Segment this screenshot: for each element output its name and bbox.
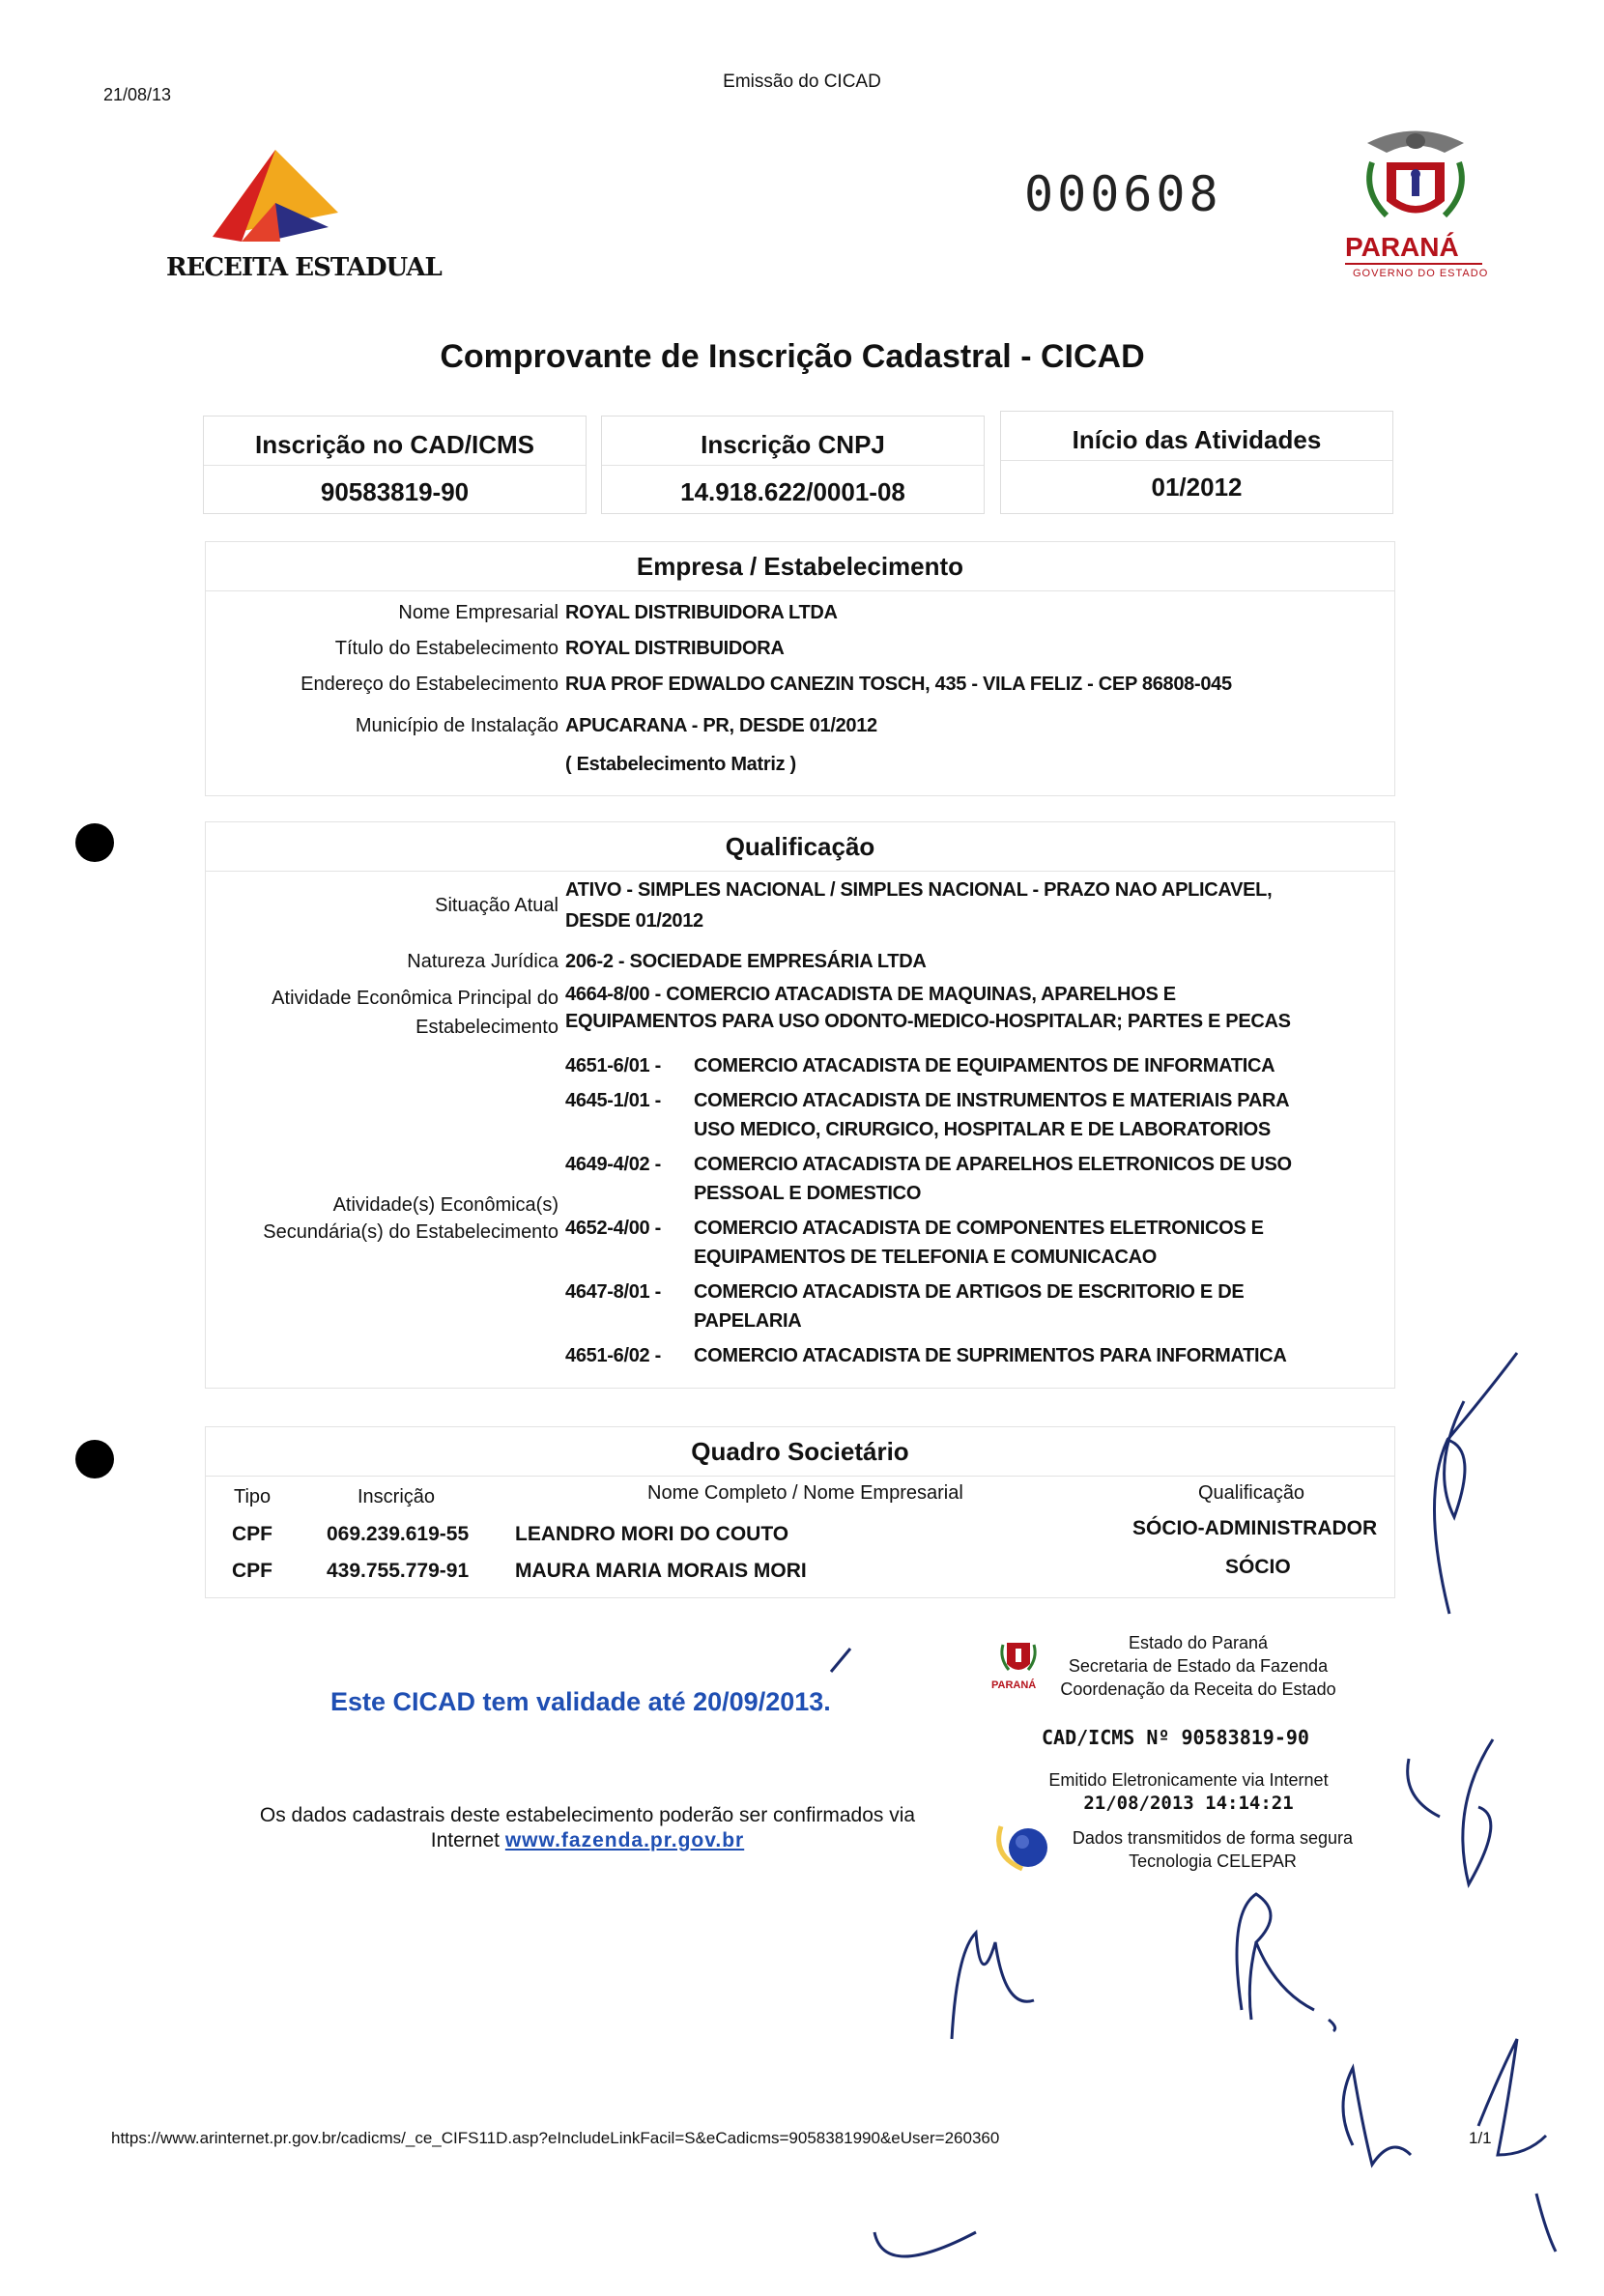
secundaria-desc-cont: PAPELARIA bbox=[694, 1310, 802, 1332]
nome-empresarial-value: ROYAL DISTRIBUIDORA LTDA bbox=[565, 602, 838, 623]
secundaria-desc: COMERCIO ATACADISTA DE COMPONENTES ELETRONICOS E bbox=[694, 1218, 1264, 1239]
empresa-section-title: Empresa / Estabelecimento bbox=[206, 542, 1394, 591]
secundaria-code: 4647-8/01 - bbox=[565, 1281, 661, 1303]
gov-line2: Secretaria de Estado da Fazenda bbox=[1068, 1656, 1329, 1676]
socio-inscricao: 439.755.779-91 bbox=[327, 1560, 470, 1582]
confirmacao-line2 bbox=[230, 1828, 945, 1853]
socio-inscricao: 069.239.619-55 bbox=[327, 1523, 470, 1545]
confirmacao-line1: Os dados cadastrais deste estabelecimento poderão ser confirmados via bbox=[259, 1804, 916, 1826]
secundaria-desc-cont: USO MEDICO, CIRURGICO, HOSPITALAR E DE LABORATORIOS bbox=[694, 1119, 1271, 1140]
summary-box-inicio bbox=[1000, 411, 1393, 514]
confirmacao-prefix: Internet bbox=[430, 1829, 505, 1851]
validade-text: Este CICAD tem validade até 20/09/2013. bbox=[330, 1687, 831, 1716]
socio-tipo: CPF bbox=[232, 1560, 272, 1582]
summary-box-cnpj bbox=[601, 416, 985, 514]
emissao-label: Emitido Eletronicamente via Internet bbox=[1048, 1770, 1329, 1790]
secundaria-desc-cont: EQUIPAMENTOS DE TELEFONIA E COMUNICACAO bbox=[694, 1247, 1158, 1268]
titulo-value: ROYAL DISTRIBUIDORA bbox=[565, 638, 785, 659]
page-number: 1/1 bbox=[1469, 2129, 1492, 2147]
secundaria-desc: COMERCIO ATACADISTA DE ARTIGOS DE ESCRITORIO E DE bbox=[694, 1281, 1245, 1303]
receita-estadual-text: RECEITA ESTADUAL bbox=[166, 253, 442, 282]
quadro-section-title: Quadro Societário bbox=[206, 1427, 1394, 1477]
principal-value-line1: 4664-8/00 - COMERCIO ATACADISTA DE MAQUINAS, APARELHOS E bbox=[565, 984, 1176, 1005]
punch-hole bbox=[75, 823, 114, 862]
seguranca-line1: Dados transmitidos de forma segura bbox=[1072, 1828, 1354, 1848]
principal-value-line2: EQUIPAMENTOS PARA USO ODONTO-MEDICO-HOSPITALAR; PARTES E PECAS bbox=[565, 1011, 1291, 1032]
col-header-qualificacao: Qualificação bbox=[1198, 1482, 1305, 1504]
seguranca-block bbox=[1068, 1826, 1358, 1873]
print-header-title: Emissão do CICAD bbox=[723, 72, 881, 92]
secundaria-code: 4651-6/02 - bbox=[565, 1345, 661, 1366]
socio-tipo: CPF bbox=[232, 1523, 272, 1545]
document-title: Comprovante de Inscrição Cadastral - CICAD bbox=[440, 338, 1145, 375]
celepar-globe-icon bbox=[993, 1817, 1053, 1873]
endereco-value: RUA PROF EDWALDO CANEZIN TOSCH, 435 - VILA FELIZ - CEP 86808-045 bbox=[565, 674, 1232, 695]
municipio-label: Município de Instalação bbox=[355, 715, 559, 736]
secundaria-code: 4649-4/02 - bbox=[565, 1154, 661, 1175]
col-header-tipo: Tipo bbox=[234, 1486, 272, 1507]
gov-line3: Coordenação da Receita do Estado bbox=[1060, 1679, 1336, 1699]
principal-label-line2: Estabelecimento bbox=[415, 1017, 559, 1038]
punch-hole bbox=[75, 1440, 114, 1478]
secundaria-code: 4651-6/01 - bbox=[565, 1055, 661, 1076]
empresa-section bbox=[205, 541, 1395, 796]
confirmacao-text bbox=[230, 1803, 945, 1853]
parana-logo-subtitle: GOVERNO DO ESTADO bbox=[1353, 268, 1489, 279]
secundaria-code: 4645-1/01 - bbox=[565, 1090, 661, 1111]
situacao-label: Situação Atual bbox=[435, 895, 559, 916]
seguranca-line2: Tecnologia CELEPAR bbox=[1129, 1851, 1297, 1871]
secundaria-label-line2: Secundária(s) do Estabelecimento bbox=[263, 1221, 559, 1243]
summary-box-cadicms bbox=[203, 416, 587, 514]
socio-qualificacao: SÓCIO bbox=[1225, 1556, 1291, 1578]
col-header-inscricao: Inscrição bbox=[358, 1486, 436, 1507]
secundaria-desc: COMERCIO ATACADISTA DE INSTRUMENTOS E MATERIAIS PARA bbox=[694, 1090, 1290, 1111]
summary-value: 14.918.622/0001-08 bbox=[680, 477, 905, 506]
gov-block bbox=[1053, 1631, 1343, 1701]
secundaria-desc: COMERCIO ATACADISTA DE EQUIPAMENTOS DE INFORMATICA bbox=[694, 1055, 1275, 1076]
socio-qualificacao: SÓCIO-ADMINISTRADOR bbox=[1132, 1517, 1378, 1539]
secundaria-code: 4652-4/00 - bbox=[565, 1218, 661, 1239]
parana-small-emblem-icon bbox=[997, 1635, 1040, 1678]
estabelecimento-tipo: ( Estabelecimento Matriz ) bbox=[565, 754, 796, 775]
municipio-value: APUCARANA - PR, DESDE 01/2012 bbox=[565, 715, 877, 736]
summary-value: 01/2012 bbox=[1151, 473, 1243, 502]
parana-logo-text: PARANÁ bbox=[1345, 232, 1459, 262]
qualificacao-section-title: Qualificação bbox=[206, 822, 1394, 872]
secundaria-label-line1: Atividade(s) Econômica(s) bbox=[332, 1194, 559, 1216]
fazenda-link[interactable]: www.fazenda.pr.gov.br bbox=[504, 1829, 745, 1851]
secundaria-desc: COMERCIO ATACADISTA DE APARELHOS ELETRONICOS DE USO bbox=[694, 1154, 1292, 1175]
nome-empresarial-label: Nome Empresarial bbox=[398, 602, 559, 623]
cad-icms-number: CAD/ICMS Nº 90583819-90 bbox=[1042, 1726, 1309, 1749]
secundaria-desc: COMERCIO ATACADISTA DE SUPRIMENTOS PARA INFORMATICA bbox=[694, 1345, 1287, 1366]
socio-nome: LEANDRO MORI DO COUTO bbox=[515, 1523, 789, 1545]
summary-label: Inscrição no CAD/ICMS bbox=[204, 416, 586, 466]
summary-value: 90583819-90 bbox=[320, 477, 470, 506]
principal-label-line1: Atividade Econômica Principal do bbox=[272, 988, 559, 1009]
natureza-label: Natureza Jurídica bbox=[407, 951, 559, 972]
titulo-label: Título do Estabelecimento bbox=[334, 638, 559, 659]
print-date: 21/08/13 bbox=[103, 85, 172, 104]
summary-label: Início das Atividades bbox=[1001, 412, 1392, 461]
socio-nome: MAURA MARIA MORAIS MORI bbox=[515, 1560, 807, 1582]
col-header-nome: Nome Completo / Nome Empresarial bbox=[647, 1482, 963, 1504]
emissao-block bbox=[1034, 1768, 1343, 1815]
stamp-number: 000608 bbox=[1024, 166, 1222, 222]
emissao-timestamp: 21/08/2013 14:14:21 bbox=[1083, 1793, 1294, 1814]
parana-small-text: PARANÁ bbox=[991, 1679, 1037, 1691]
summary-label: Inscrição CNPJ bbox=[602, 416, 984, 466]
secundaria-desc-cont: PESSOAL E DOMESTICO bbox=[694, 1183, 922, 1204]
natureza-value: 206-2 - SOCIEDADE EMPRESÁRIA LTDA bbox=[565, 951, 927, 972]
situacao-value-line2: DESDE 01/2012 bbox=[565, 910, 703, 932]
endereco-label: Endereço do Estabelecimento bbox=[301, 674, 559, 695]
parana-logo-divider bbox=[1345, 263, 1482, 265]
parana-coat-of-arms-icon bbox=[1348, 124, 1483, 240]
footer-url: https://www.arinternet.pr.gov.br/cadicms/_ce_CIFS11D.asp?eIncludeLinkFacil=S&eCadicms=9058381990&eUser=260360 bbox=[111, 2129, 1000, 2147]
situacao-value-line1: ATIVO - SIMPLES NACIONAL / SIMPLES NACIONAL - PRAZO NAO APLICAVEL, bbox=[565, 879, 1273, 901]
gov-line1: Estado do Paraná bbox=[1128, 1633, 1269, 1652]
